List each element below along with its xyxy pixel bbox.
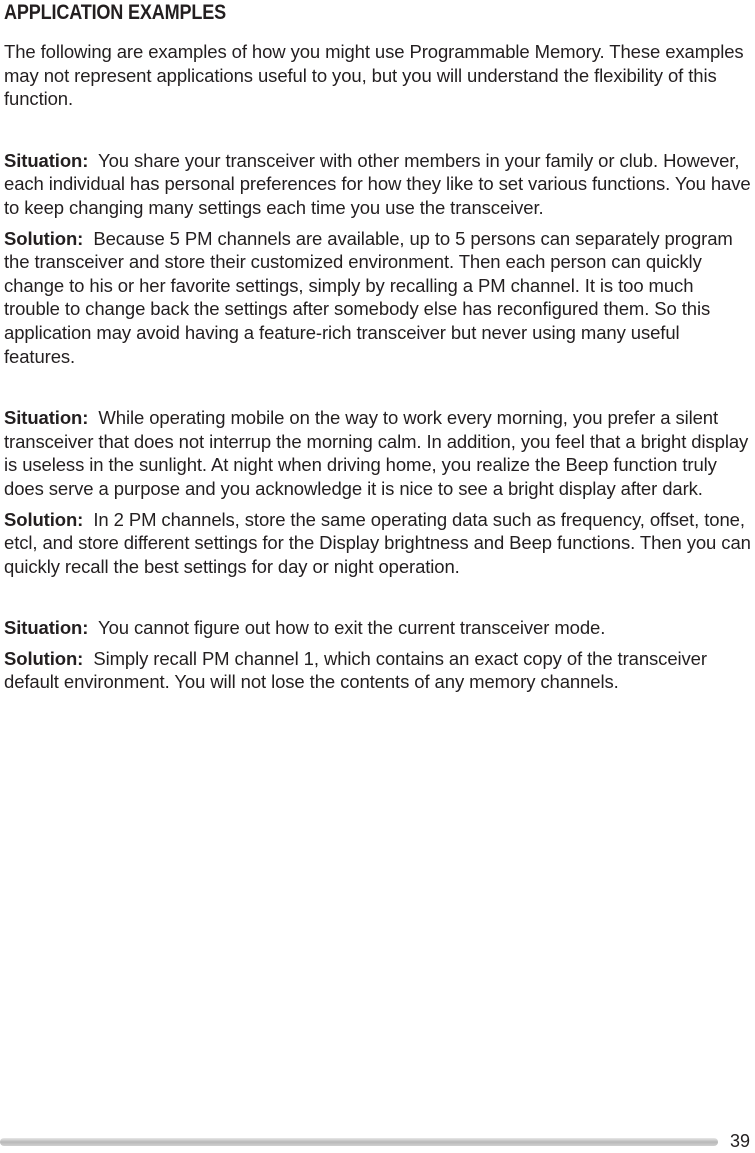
footer-rule [0,1138,718,1146]
situation-label: Situation: [4,617,89,639]
solution-paragraph [4,647,753,694]
situation-paragraph [4,406,753,500]
solution-label: Solution: [4,647,84,669]
situation-paragraph [4,616,753,640]
situation-label: Situation: [4,407,89,429]
solution-paragraph [4,508,753,579]
solution-label: Solution: [4,227,84,249]
solution-text: Because 5 PM channels are available, up to 5 persons can separately program the transceiver and store their customized environment. Then each person can quickly change to his or her favorite settings, simply by recalling a PM channel. It is too much trouble to change back the settings after somebody else has reconfigured them. So this application may avoid having a feature-rich transceiver but never using many useful features. [4,227,733,367]
situation-text: While operating mobile on the way to work every morning, you prefer a silent transceiver that does not interrup the morning calm. In addition, you feel that a bright display is useless in the sunlight. At night when driving home, you realize the Beep function truly does serve a purpose and you acknowledge it is nice to see a bright display after dark. [4,407,749,499]
intro-paragraph: The following are examples of how you might use Programmable Memory. These examples may not represent applications useful to you, but you will understand the flexibility of this function. [4,41,744,110]
solution-paragraph [4,227,753,369]
page-number: 39 [730,1131,751,1151]
solution-text: Simply recall PM channel 1, which contains an exact copy of the transceiver default environment. You will not lose the contents of any memory channels. [4,647,707,693]
situation-paragraph [4,149,753,220]
situation-text: You cannot figure out how to exit the current transceiver mode. [98,617,606,639]
situation-label: Situation: [4,149,89,171]
situation-text: You share your transceiver with other members in your family or club. However, each individual has personal preferences for how they like to set various functions. You have to keep changing many settings each time you use the transceiver. [4,149,751,218]
page-title: APPLICATION EXAMPLES [4,1,227,24]
solution-label: Solution: [4,508,84,530]
document-body [4,40,753,694]
solution-text: In 2 PM channels, store the same operating data such as frequency, offset, tone, etcl, and store different settings for the Display brightness and Beep functions. Then you can quickly recall the best settings for day or night operation. [4,508,751,577]
